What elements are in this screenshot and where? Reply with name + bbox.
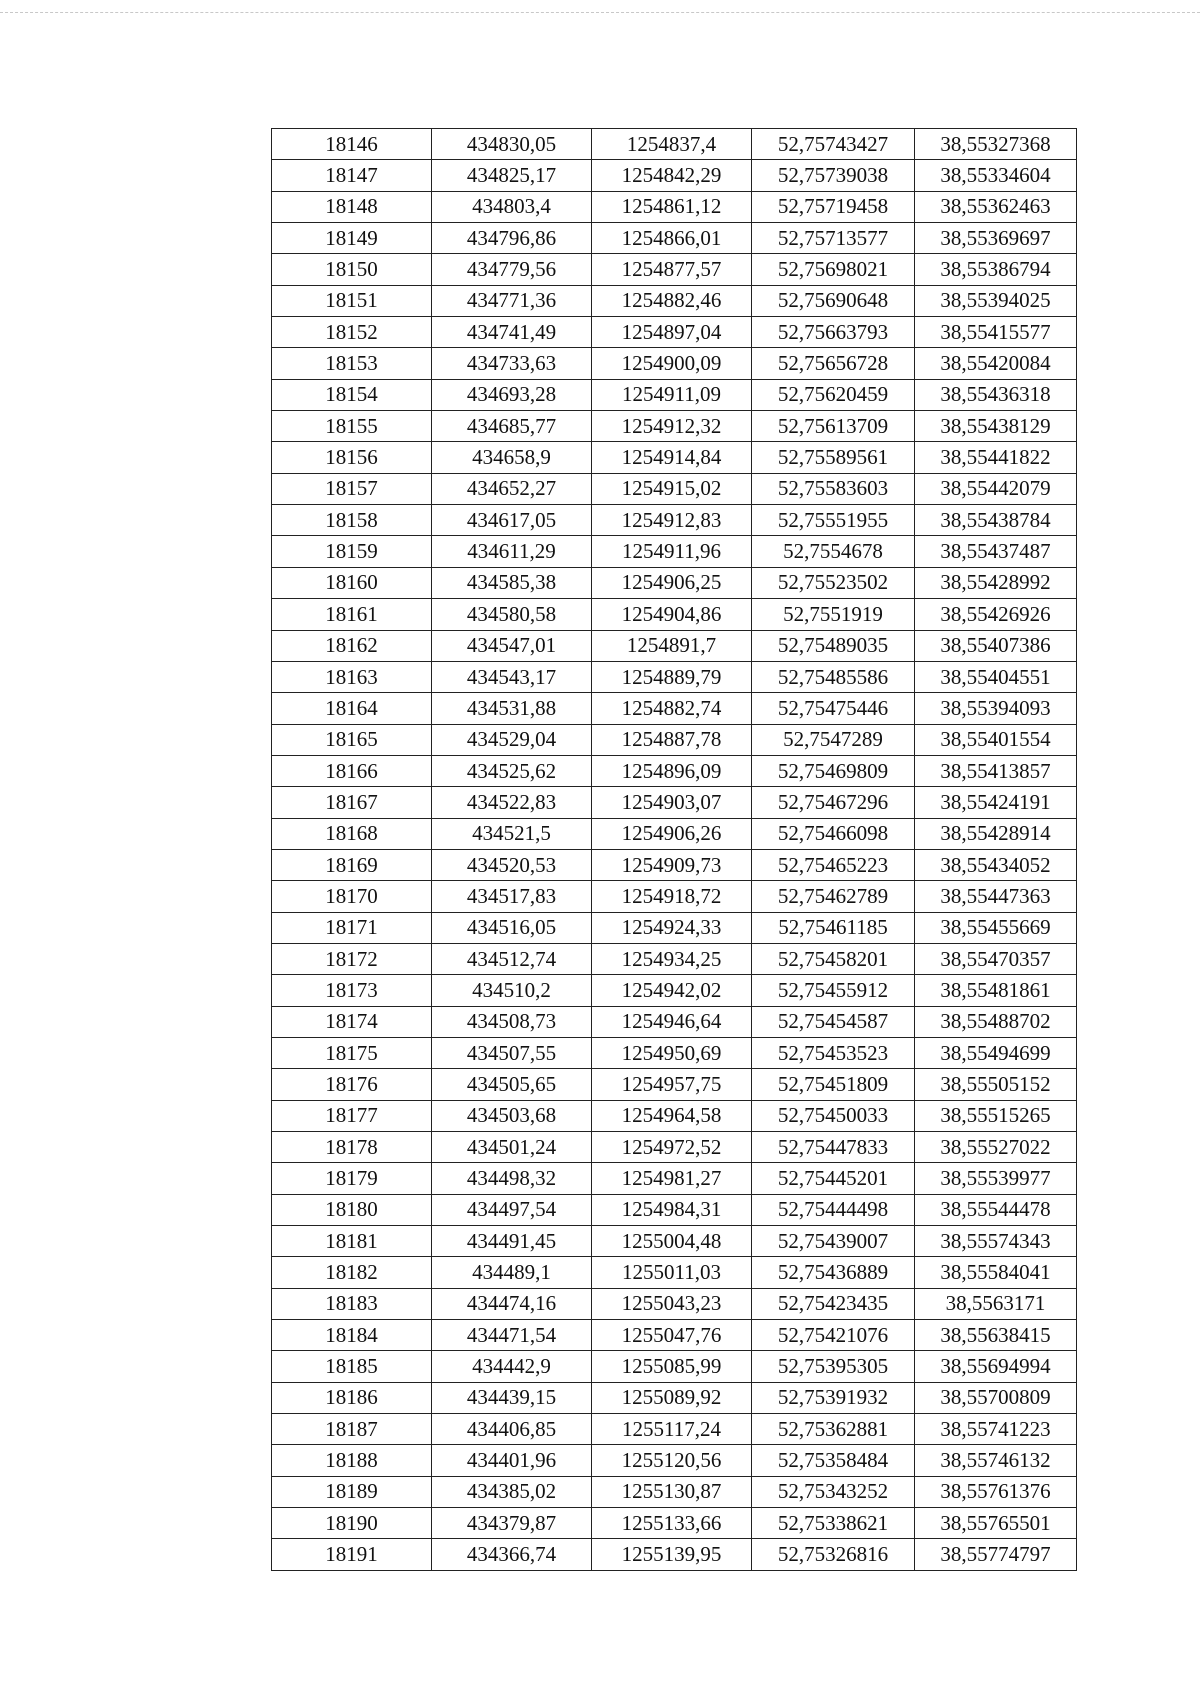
- x-coordinate-cell: 434543,17: [432, 661, 592, 692]
- latitude-cell: 52,75358484: [752, 1445, 915, 1476]
- y-coordinate-cell: 1255120,56: [592, 1445, 752, 1476]
- longitude-cell: 38,55455669: [915, 912, 1077, 943]
- latitude-cell: 52,75485586: [752, 661, 915, 692]
- longitude-cell: 38,55426926: [915, 599, 1077, 630]
- point-number-cell: 18173: [272, 975, 432, 1006]
- point-number-cell: 18146: [272, 129, 432, 160]
- table-row: [272, 505, 1077, 536]
- table-row: [272, 1320, 1077, 1351]
- point-number-cell: 18185: [272, 1351, 432, 1382]
- point-number-cell: 18155: [272, 411, 432, 442]
- table-row: [272, 724, 1077, 755]
- latitude-cell: 52,75447833: [752, 1132, 915, 1163]
- table-row: [272, 630, 1077, 661]
- table-row: [272, 1288, 1077, 1319]
- y-coordinate-cell: 1254915,02: [592, 473, 752, 504]
- y-coordinate-cell: 1254964,58: [592, 1100, 752, 1131]
- y-coordinate-cell: 1254912,32: [592, 411, 752, 442]
- point-number-cell: 18176: [272, 1069, 432, 1100]
- point-number-cell: 18181: [272, 1226, 432, 1257]
- latitude-cell: 52,75589561: [752, 442, 915, 473]
- x-coordinate-cell: 434580,58: [432, 599, 592, 630]
- table-row: [272, 411, 1077, 442]
- point-number-cell: 18180: [272, 1194, 432, 1225]
- latitude-cell: 52,75663793: [752, 317, 915, 348]
- point-number-cell: 18174: [272, 1006, 432, 1037]
- x-coordinate-cell: 434442,9: [432, 1351, 592, 1382]
- table-row: [272, 1132, 1077, 1163]
- table-row: [272, 348, 1077, 379]
- latitude-cell: 52,75343252: [752, 1476, 915, 1507]
- x-coordinate-cell: 434474,16: [432, 1288, 592, 1319]
- longitude-cell: 38,55415577: [915, 317, 1077, 348]
- longitude-cell: 38,55362463: [915, 191, 1077, 222]
- point-number-cell: 18161: [272, 599, 432, 630]
- table-row: [272, 1226, 1077, 1257]
- y-coordinate-cell: 1254972,52: [592, 1132, 752, 1163]
- latitude-cell: 52,75489035: [752, 630, 915, 661]
- y-coordinate-cell: 1255085,99: [592, 1351, 752, 1382]
- y-coordinate-cell: 1254909,73: [592, 849, 752, 880]
- longitude-cell: 38,55694994: [915, 1351, 1077, 1382]
- longitude-cell: 38,55442079: [915, 473, 1077, 504]
- longitude-cell: 38,55438129: [915, 411, 1077, 442]
- x-coordinate-cell: 434525,62: [432, 755, 592, 786]
- longitude-cell: 38,55407386: [915, 630, 1077, 661]
- latitude-cell: 52,75698021: [752, 254, 915, 285]
- latitude-cell: 52,75362881: [752, 1414, 915, 1445]
- y-coordinate-cell: 1255089,92: [592, 1382, 752, 1413]
- y-coordinate-cell: 1254950,69: [592, 1037, 752, 1068]
- longitude-cell: 38,55438784: [915, 505, 1077, 536]
- point-number-cell: 18167: [272, 787, 432, 818]
- x-coordinate-cell: 434385,02: [432, 1476, 592, 1507]
- table-row: [272, 849, 1077, 880]
- table-row: [272, 943, 1077, 974]
- x-coordinate-cell: 434531,88: [432, 693, 592, 724]
- longitude-cell: 38,55437487: [915, 536, 1077, 567]
- longitude-cell: 38,55436318: [915, 379, 1077, 410]
- point-number-cell: 18150: [272, 254, 432, 285]
- table-row: [272, 881, 1077, 912]
- longitude-cell: 38,55428914: [915, 818, 1077, 849]
- x-coordinate-cell: 434803,4: [432, 191, 592, 222]
- latitude-cell: 52,75458201: [752, 943, 915, 974]
- scan-edge-line: [0, 12, 1200, 13]
- latitude-cell: 52,75469809: [752, 755, 915, 786]
- latitude-cell: 52,75523502: [752, 567, 915, 598]
- point-number-cell: 18170: [272, 881, 432, 912]
- point-number-cell: 18169: [272, 849, 432, 880]
- point-number-cell: 18156: [272, 442, 432, 473]
- latitude-cell: 52,75423435: [752, 1288, 915, 1319]
- longitude-cell: 38,55574343: [915, 1226, 1077, 1257]
- table-row: [272, 818, 1077, 849]
- point-number-cell: 18172: [272, 943, 432, 974]
- table-row: [272, 379, 1077, 410]
- longitude-cell: 38,55638415: [915, 1320, 1077, 1351]
- x-coordinate-cell: 434512,74: [432, 943, 592, 974]
- latitude-cell: 52,75656728: [752, 348, 915, 379]
- point-number-cell: 18163: [272, 661, 432, 692]
- longitude-cell: 38,5563171: [915, 1288, 1077, 1319]
- point-number-cell: 18184: [272, 1320, 432, 1351]
- table-row: [272, 1476, 1077, 1507]
- latitude-cell: 52,75713577: [752, 223, 915, 254]
- x-coordinate-cell: 434401,96: [432, 1445, 592, 1476]
- point-number-cell: 18166: [272, 755, 432, 786]
- longitude-cell: 38,55761376: [915, 1476, 1077, 1507]
- latitude-cell: 52,75613709: [752, 411, 915, 442]
- latitude-cell: 52,75326816: [752, 1539, 915, 1570]
- x-coordinate-cell: 434507,55: [432, 1037, 592, 1068]
- x-coordinate-cell: 434521,5: [432, 818, 592, 849]
- longitude-cell: 38,55441822: [915, 442, 1077, 473]
- x-coordinate-cell: 434733,63: [432, 348, 592, 379]
- y-coordinate-cell: 1254924,33: [592, 912, 752, 943]
- point-number-cell: 18158: [272, 505, 432, 536]
- table-row: [272, 661, 1077, 692]
- latitude-cell: 52,75461185: [752, 912, 915, 943]
- x-coordinate-cell: 434517,83: [432, 881, 592, 912]
- point-number-cell: 18175: [272, 1037, 432, 1068]
- y-coordinate-cell: 1254882,74: [592, 693, 752, 724]
- x-coordinate-cell: 434406,85: [432, 1414, 592, 1445]
- latitude-cell: 52,75719458: [752, 191, 915, 222]
- longitude-cell: 38,55539977: [915, 1163, 1077, 1194]
- longitude-cell: 38,55765501: [915, 1508, 1077, 1539]
- y-coordinate-cell: 1254891,7: [592, 630, 752, 661]
- table-row: [272, 285, 1077, 316]
- x-coordinate-cell: 434489,1: [432, 1257, 592, 1288]
- longitude-cell: 38,55527022: [915, 1132, 1077, 1163]
- latitude-cell: 52,75467296: [752, 787, 915, 818]
- latitude-cell: 52,75551955: [752, 505, 915, 536]
- x-coordinate-cell: 434585,38: [432, 567, 592, 598]
- latitude-cell: 52,7554678: [752, 536, 915, 567]
- y-coordinate-cell: 1254877,57: [592, 254, 752, 285]
- longitude-cell: 38,55424191: [915, 787, 1077, 818]
- point-number-cell: 18147: [272, 160, 432, 191]
- table-row: [272, 1194, 1077, 1225]
- point-number-cell: 18162: [272, 630, 432, 661]
- table-row: [272, 442, 1077, 473]
- x-coordinate-cell: 434685,77: [432, 411, 592, 442]
- x-coordinate-cell: 434617,05: [432, 505, 592, 536]
- table-row: [272, 254, 1077, 285]
- x-coordinate-cell: 434491,45: [432, 1226, 592, 1257]
- latitude-cell: 52,75690648: [752, 285, 915, 316]
- latitude-cell: 52,75454587: [752, 1006, 915, 1037]
- latitude-cell: 52,75436889: [752, 1257, 915, 1288]
- table-row: [272, 1445, 1077, 1476]
- table-row: [272, 1100, 1077, 1131]
- longitude-cell: 38,55700809: [915, 1382, 1077, 1413]
- latitude-cell: 52,75450033: [752, 1100, 915, 1131]
- point-number-cell: 18153: [272, 348, 432, 379]
- x-coordinate-cell: 434439,15: [432, 1382, 592, 1413]
- table-row: [272, 160, 1077, 191]
- latitude-cell: 52,75620459: [752, 379, 915, 410]
- longitude-cell: 38,55420084: [915, 348, 1077, 379]
- longitude-cell: 38,55394093: [915, 693, 1077, 724]
- x-coordinate-cell: 434779,56: [432, 254, 592, 285]
- longitude-cell: 38,55434052: [915, 849, 1077, 880]
- x-coordinate-cell: 434508,73: [432, 1006, 592, 1037]
- point-number-cell: 18165: [272, 724, 432, 755]
- point-number-cell: 18183: [272, 1288, 432, 1319]
- latitude-cell: 52,7551919: [752, 599, 915, 630]
- latitude-cell: 52,75444498: [752, 1194, 915, 1225]
- longitude-cell: 38,55481861: [915, 975, 1077, 1006]
- x-coordinate-cell: 434505,65: [432, 1069, 592, 1100]
- y-coordinate-cell: 1254984,31: [592, 1194, 752, 1225]
- y-coordinate-cell: 1254911,96: [592, 536, 752, 567]
- y-coordinate-cell: 1254906,25: [592, 567, 752, 598]
- longitude-cell: 38,55334604: [915, 160, 1077, 191]
- table-row: [272, 317, 1077, 348]
- longitude-cell: 38,55494699: [915, 1037, 1077, 1068]
- point-number-cell: 18154: [272, 379, 432, 410]
- y-coordinate-cell: 1254842,29: [592, 160, 752, 191]
- point-number-cell: 18152: [272, 317, 432, 348]
- y-coordinate-cell: 1254934,25: [592, 943, 752, 974]
- latitude-cell: 52,75439007: [752, 1226, 915, 1257]
- y-coordinate-cell: 1254912,83: [592, 505, 752, 536]
- latitude-cell: 52,75453523: [752, 1037, 915, 1068]
- table-row: [272, 912, 1077, 943]
- table-row: [272, 1382, 1077, 1413]
- y-coordinate-cell: 1254889,79: [592, 661, 752, 692]
- latitude-cell: 52,75455912: [752, 975, 915, 1006]
- x-coordinate-cell: 434522,83: [432, 787, 592, 818]
- y-coordinate-cell: 1255047,76: [592, 1320, 752, 1351]
- longitude-cell: 38,55505152: [915, 1069, 1077, 1100]
- y-coordinate-cell: 1254887,78: [592, 724, 752, 755]
- latitude-cell: 52,75465223: [752, 849, 915, 880]
- point-number-cell: 18157: [272, 473, 432, 504]
- y-coordinate-cell: 1254896,09: [592, 755, 752, 786]
- y-coordinate-cell: 1254837,4: [592, 129, 752, 160]
- coordinate-table-body: [272, 129, 1077, 1571]
- y-coordinate-cell: 1255011,03: [592, 1257, 752, 1288]
- x-coordinate-cell: 434510,2: [432, 975, 592, 1006]
- y-coordinate-cell: 1254946,64: [592, 1006, 752, 1037]
- longitude-cell: 38,55413857: [915, 755, 1077, 786]
- table-row: [272, 223, 1077, 254]
- latitude-cell: 52,75475446: [752, 693, 915, 724]
- coordinate-table: [271, 128, 1077, 1571]
- point-number-cell: 18189: [272, 1476, 432, 1507]
- longitude-cell: 38,55386794: [915, 254, 1077, 285]
- point-number-cell: 18149: [272, 223, 432, 254]
- table-row: [272, 1539, 1077, 1570]
- table-row: [272, 1163, 1077, 1194]
- latitude-cell: 52,75743427: [752, 129, 915, 160]
- point-number-cell: 18191: [272, 1539, 432, 1570]
- latitude-cell: 52,75583603: [752, 473, 915, 504]
- longitude-cell: 38,55544478: [915, 1194, 1077, 1225]
- table-row: [272, 599, 1077, 630]
- x-coordinate-cell: 434796,86: [432, 223, 592, 254]
- y-coordinate-cell: 1255130,87: [592, 1476, 752, 1507]
- y-coordinate-cell: 1254957,75: [592, 1069, 752, 1100]
- y-coordinate-cell: 1254866,01: [592, 223, 752, 254]
- point-number-cell: 18178: [272, 1132, 432, 1163]
- table-row: [272, 1351, 1077, 1382]
- x-coordinate-cell: 434529,04: [432, 724, 592, 755]
- table-row: [272, 975, 1077, 1006]
- point-number-cell: 18171: [272, 912, 432, 943]
- x-coordinate-cell: 434379,87: [432, 1508, 592, 1539]
- longitude-cell: 38,55488702: [915, 1006, 1077, 1037]
- point-number-cell: 18190: [272, 1508, 432, 1539]
- longitude-cell: 38,55428992: [915, 567, 1077, 598]
- latitude-cell: 52,75391932: [752, 1382, 915, 1413]
- longitude-cell: 38,55741223: [915, 1414, 1077, 1445]
- longitude-cell: 38,55774797: [915, 1539, 1077, 1570]
- y-coordinate-cell: 1254914,84: [592, 442, 752, 473]
- y-coordinate-cell: 1254942,02: [592, 975, 752, 1006]
- y-coordinate-cell: 1254861,12: [592, 191, 752, 222]
- longitude-cell: 38,55470357: [915, 943, 1077, 974]
- x-coordinate-cell: 434693,28: [432, 379, 592, 410]
- x-coordinate-cell: 434611,29: [432, 536, 592, 567]
- point-number-cell: 18187: [272, 1414, 432, 1445]
- y-coordinate-cell: 1254882,46: [592, 285, 752, 316]
- table-row: [272, 1037, 1077, 1068]
- table-row: [272, 1508, 1077, 1539]
- table-row: [272, 787, 1077, 818]
- point-number-cell: 18182: [272, 1257, 432, 1288]
- y-coordinate-cell: 1255043,23: [592, 1288, 752, 1319]
- table-row: [272, 755, 1077, 786]
- latitude-cell: 52,75462789: [752, 881, 915, 912]
- table-row: [272, 567, 1077, 598]
- point-number-cell: 18186: [272, 1382, 432, 1413]
- x-coordinate-cell: 434741,49: [432, 317, 592, 348]
- x-coordinate-cell: 434658,9: [432, 442, 592, 473]
- y-coordinate-cell: 1254900,09: [592, 348, 752, 379]
- table-row: [272, 1069, 1077, 1100]
- point-number-cell: 18164: [272, 693, 432, 724]
- table-row: [272, 473, 1077, 504]
- longitude-cell: 38,55746132: [915, 1445, 1077, 1476]
- x-coordinate-cell: 434498,32: [432, 1163, 592, 1194]
- longitude-cell: 38,55394025: [915, 285, 1077, 316]
- x-coordinate-cell: 434771,36: [432, 285, 592, 316]
- x-coordinate-cell: 434547,01: [432, 630, 592, 661]
- latitude-cell: 52,7547289: [752, 724, 915, 755]
- x-coordinate-cell: 434366,74: [432, 1539, 592, 1570]
- point-number-cell: 18160: [272, 567, 432, 598]
- table-row: [272, 1006, 1077, 1037]
- y-coordinate-cell: 1254911,09: [592, 379, 752, 410]
- y-coordinate-cell: 1254903,07: [592, 787, 752, 818]
- y-coordinate-cell: 1255139,95: [592, 1539, 752, 1570]
- x-coordinate-cell: 434520,53: [432, 849, 592, 880]
- x-coordinate-cell: 434652,27: [432, 473, 592, 504]
- point-number-cell: 18188: [272, 1445, 432, 1476]
- point-number-cell: 18177: [272, 1100, 432, 1131]
- x-coordinate-cell: 434825,17: [432, 160, 592, 191]
- latitude-cell: 52,75445201: [752, 1163, 915, 1194]
- x-coordinate-cell: 434501,24: [432, 1132, 592, 1163]
- longitude-cell: 38,55404551: [915, 661, 1077, 692]
- y-coordinate-cell: 1254904,86: [592, 599, 752, 630]
- latitude-cell: 52,75338621: [752, 1508, 915, 1539]
- point-number-cell: 18168: [272, 818, 432, 849]
- table-row: [272, 1414, 1077, 1445]
- y-coordinate-cell: 1254918,72: [592, 881, 752, 912]
- x-coordinate-cell: 434471,54: [432, 1320, 592, 1351]
- latitude-cell: 52,75739038: [752, 160, 915, 191]
- table-row: [272, 129, 1077, 160]
- table-row: [272, 693, 1077, 724]
- y-coordinate-cell: 1255004,48: [592, 1226, 752, 1257]
- y-coordinate-cell: 1254906,26: [592, 818, 752, 849]
- longitude-cell: 38,55369697: [915, 223, 1077, 254]
- point-number-cell: 18179: [272, 1163, 432, 1194]
- longitude-cell: 38,55515265: [915, 1100, 1077, 1131]
- y-coordinate-cell: 1255117,24: [592, 1414, 752, 1445]
- point-number-cell: 18148: [272, 191, 432, 222]
- latitude-cell: 52,75466098: [752, 818, 915, 849]
- point-number-cell: 18151: [272, 285, 432, 316]
- x-coordinate-cell: 434516,05: [432, 912, 592, 943]
- point-number-cell: 18159: [272, 536, 432, 567]
- y-coordinate-cell: 1254981,27: [592, 1163, 752, 1194]
- latitude-cell: 52,75395305: [752, 1351, 915, 1382]
- x-coordinate-cell: 434503,68: [432, 1100, 592, 1131]
- x-coordinate-cell: 434497,54: [432, 1194, 592, 1225]
- latitude-cell: 52,75451809: [752, 1069, 915, 1100]
- table-row: [272, 191, 1077, 222]
- longitude-cell: 38,55447363: [915, 881, 1077, 912]
- latitude-cell: 52,75421076: [752, 1320, 915, 1351]
- table-row: [272, 536, 1077, 567]
- longitude-cell: 38,55401554: [915, 724, 1077, 755]
- table-row: [272, 1257, 1077, 1288]
- y-coordinate-cell: 1254897,04: [592, 317, 752, 348]
- longitude-cell: 38,55584041: [915, 1257, 1077, 1288]
- x-coordinate-cell: 434830,05: [432, 129, 592, 160]
- y-coordinate-cell: 1255133,66: [592, 1508, 752, 1539]
- longitude-cell: 38,55327368: [915, 129, 1077, 160]
